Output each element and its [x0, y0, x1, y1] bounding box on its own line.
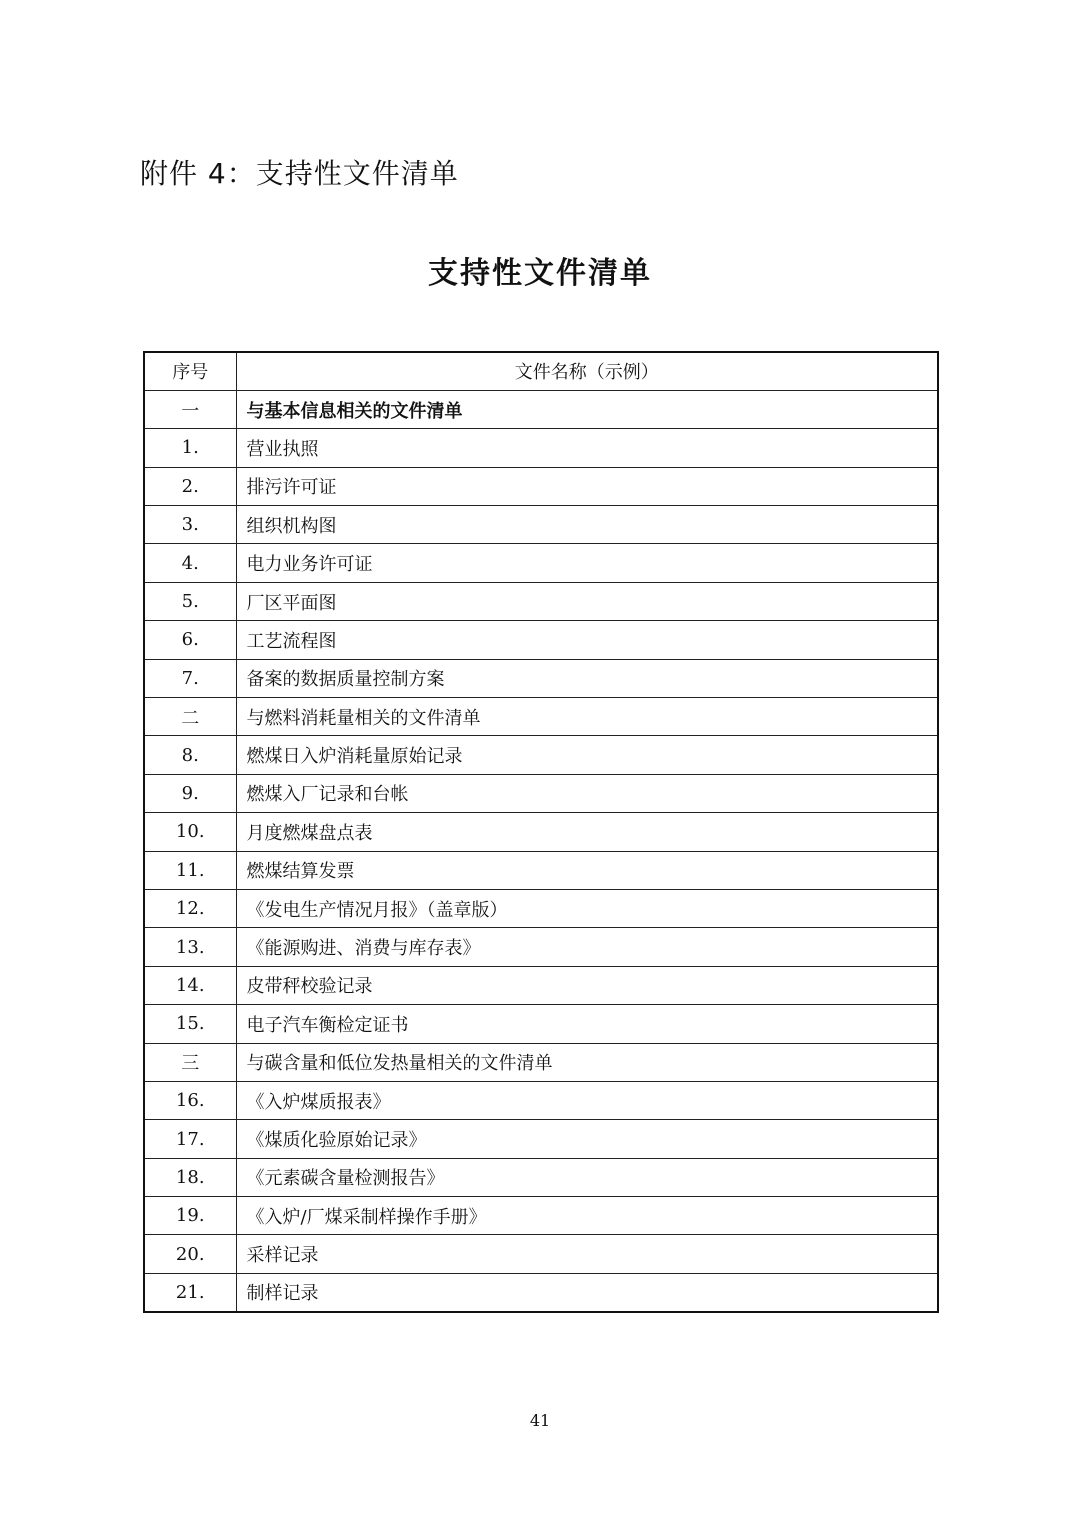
document-name: 燃煤结算发票	[236, 851, 938, 889]
attachment-heading: 附件 4：支持性文件清单	[140, 157, 459, 190]
section-number: 三	[144, 1043, 236, 1081]
row-number: 19.	[144, 1197, 236, 1235]
document-name: 《发电生产情况月报》（盖章版）	[236, 889, 938, 927]
table-row	[144, 928, 938, 966]
section-row	[144, 698, 938, 736]
document-name: 月度燃煤盘点表	[236, 813, 938, 851]
row-number: 3.	[144, 506, 236, 544]
document-name: 皮带秤校验记录	[236, 966, 938, 1004]
section-title: 与碳含量和低位发热量相关的文件清单	[236, 1043, 938, 1081]
row-number: 6.	[144, 621, 236, 659]
table-row	[144, 966, 938, 1004]
document-name: 采样记录	[236, 1235, 938, 1273]
row-number: 5.	[144, 582, 236, 620]
document-title: 支持性文件清单	[428, 256, 652, 291]
row-number: 21.	[144, 1273, 236, 1311]
section-number: 一	[144, 390, 236, 428]
section-title: 与燃料消耗量相关的文件清单	[236, 698, 938, 736]
document-name: 营业执照	[236, 429, 938, 467]
table-row	[144, 1005, 938, 1043]
table-row	[144, 582, 938, 620]
table-header-row	[144, 352, 938, 390]
table-body	[144, 390, 938, 1311]
row-number: 4.	[144, 544, 236, 582]
row-number: 14.	[144, 966, 236, 1004]
table-row	[144, 429, 938, 467]
section-title: 与基本信息相关的文件清单	[236, 390, 938, 428]
supporting-documents-table	[143, 351, 939, 1313]
table-row	[144, 889, 938, 927]
section-number: 二	[144, 698, 236, 736]
table-row	[144, 659, 938, 697]
document-name: 制样记录	[236, 1273, 938, 1311]
document-name: 《入炉/厂煤采制样操作手册》	[236, 1197, 938, 1235]
header-serial-number: 序号	[144, 352, 236, 390]
document-name: 电子汽车衡检定证书	[236, 1005, 938, 1043]
row-number: 17.	[144, 1120, 236, 1158]
row-number: 10.	[144, 813, 236, 851]
document-name: 《元素碳含量检测报告》	[236, 1158, 938, 1196]
row-number: 9.	[144, 774, 236, 812]
table-row	[144, 467, 938, 505]
table-row	[144, 1120, 938, 1158]
row-number: 8.	[144, 736, 236, 774]
document-name: 工艺流程图	[236, 621, 938, 659]
table-row	[144, 1235, 938, 1273]
document-name: 厂区平面图	[236, 582, 938, 620]
table-row	[144, 736, 938, 774]
table-row	[144, 506, 938, 544]
table-row	[144, 1158, 938, 1196]
row-number: 12.	[144, 889, 236, 927]
table-row	[144, 851, 938, 889]
header-document-name: 文件名称（示例）	[236, 352, 938, 390]
row-number: 1.	[144, 429, 236, 467]
row-number: 16.	[144, 1081, 236, 1119]
document-name: 组织机构图	[236, 506, 938, 544]
document-name: 备案的数据质量控制方案	[236, 659, 938, 697]
document-name: 《能源购进、消费与库存表》	[236, 928, 938, 966]
row-number: 20.	[144, 1235, 236, 1273]
row-number: 15.	[144, 1005, 236, 1043]
document-name: 电力业务许可证	[236, 544, 938, 582]
document-name: 《煤质化验原始记录》	[236, 1120, 938, 1158]
document-name: 排污许可证	[236, 467, 938, 505]
row-number: 7.	[144, 659, 236, 697]
row-number: 2.	[144, 467, 236, 505]
table-row	[144, 774, 938, 812]
table-row	[144, 1197, 938, 1235]
section-row	[144, 390, 938, 428]
table-row	[144, 621, 938, 659]
document-name: 燃煤日入炉消耗量原始记录	[236, 736, 938, 774]
table-row	[144, 813, 938, 851]
row-number: 11.	[144, 851, 236, 889]
table-row	[144, 1273, 938, 1311]
document-name: 《入炉煤质报表》	[236, 1081, 938, 1119]
table-row	[144, 1081, 938, 1119]
document-name: 燃煤入厂记录和台帐	[236, 774, 938, 812]
table-row	[144, 544, 938, 582]
section-row	[144, 1043, 938, 1081]
page-number: 41	[529, 1411, 551, 1430]
row-number: 13.	[144, 928, 236, 966]
row-number: 18.	[144, 1158, 236, 1196]
